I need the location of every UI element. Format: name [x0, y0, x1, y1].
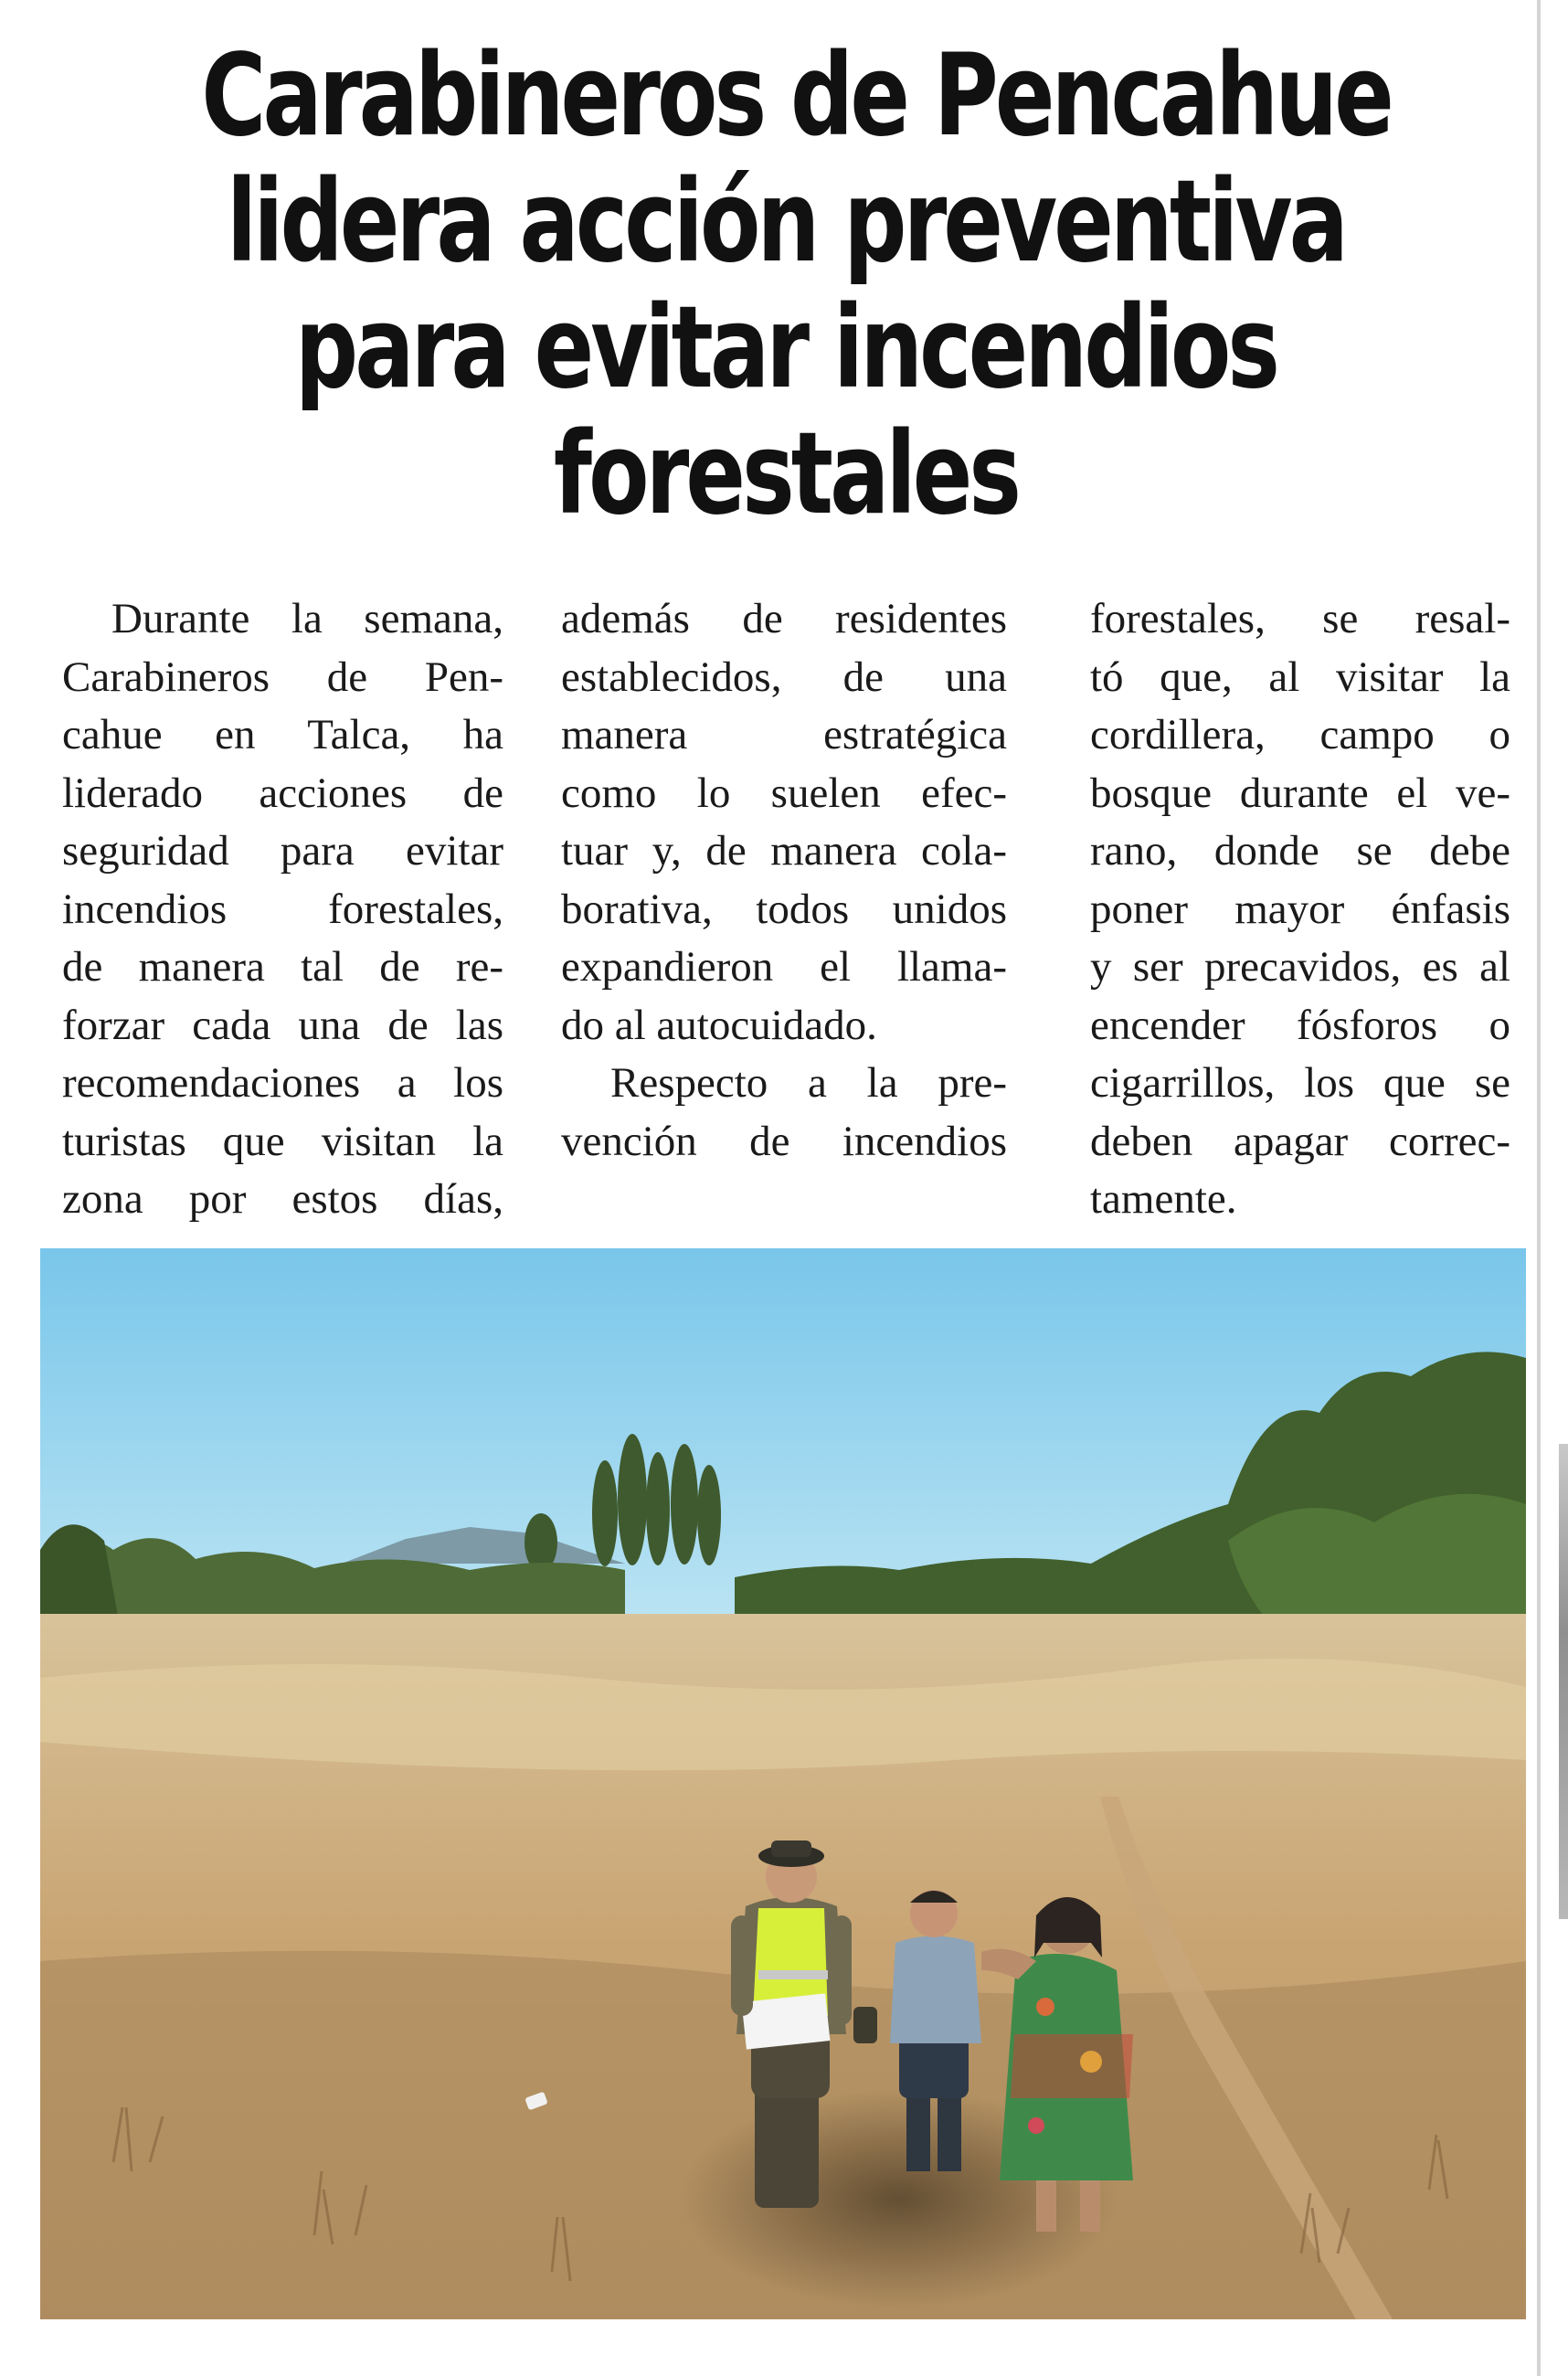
article-photo [40, 1248, 1526, 2319]
article-column-2 [561, 590, 1007, 1171]
body-line: cordillera, campo o [1090, 711, 1510, 758]
body-line: borativa, todos unidos [561, 885, 1007, 933]
body-line: seguridad para evitar [62, 827, 503, 875]
body-line: expandieron el llama- [561, 943, 1007, 991]
body-line: encender fósforos o [1090, 1001, 1510, 1049]
body-line: cahue en Talca, ha [62, 711, 503, 758]
body-line: tó que, al visitar la [1090, 652, 1510, 701]
body-line: do al autocuidado. [561, 1001, 877, 1049]
article-headline [201, 30, 1391, 540]
body-line: Carabineros de Pen- [62, 652, 503, 701]
body-line: vención de incendios [561, 1117, 1007, 1165]
body-line: y ser precavidos, es al [1090, 943, 1510, 991]
article-column-3 [1090, 590, 1510, 1229]
body-line: manera estratégica [561, 711, 1007, 758]
body-line: rano, donde se debe [1090, 827, 1510, 875]
body-line: turistas que visitan la [62, 1117, 503, 1165]
headline-line: forestales [553, 408, 1019, 540]
body-line: además de residentes [561, 595, 1007, 642]
body-line: recomendaciones a los [62, 1059, 503, 1107]
adjacent-page-sliver [1559, 1444, 1568, 1919]
body-line: liderado acciones de [62, 769, 503, 817]
headline-line: Carabineros de Pencahue [201, 30, 1391, 162]
article-column-1 [62, 590, 503, 1229]
body-line: deben apagar correc- [1090, 1117, 1510, 1165]
body-line: establecidos, de una [561, 652, 1007, 701]
body-line: forestales, se resal- [1090, 595, 1510, 642]
body-line: Durante la semana, [111, 595, 503, 642]
body-line: cigarrillos, los que se [1090, 1059, 1510, 1107]
headline-line: lidera acción preventiva [227, 156, 1345, 288]
body-line: forzar cada una de las [62, 1001, 503, 1049]
body-line: tamente. [1090, 1175, 1237, 1223]
body-line: zona por estos días, [62, 1175, 503, 1223]
body-line: como lo suelen efec- [561, 769, 1007, 817]
body-line: Respecto a la pre- [610, 1059, 1007, 1107]
body-line: incendios forestales, [62, 885, 503, 933]
body-line: de manera tal de re- [62, 943, 503, 991]
headline-line: para evitar incendios [294, 282, 1277, 414]
page-edge-divider [1537, 0, 1541, 2376]
body-line: tuar y, de manera cola- [561, 827, 1007, 875]
body-line: poner mayor énfasis [1090, 885, 1510, 933]
body-line: bosque durante el ve- [1090, 769, 1510, 817]
